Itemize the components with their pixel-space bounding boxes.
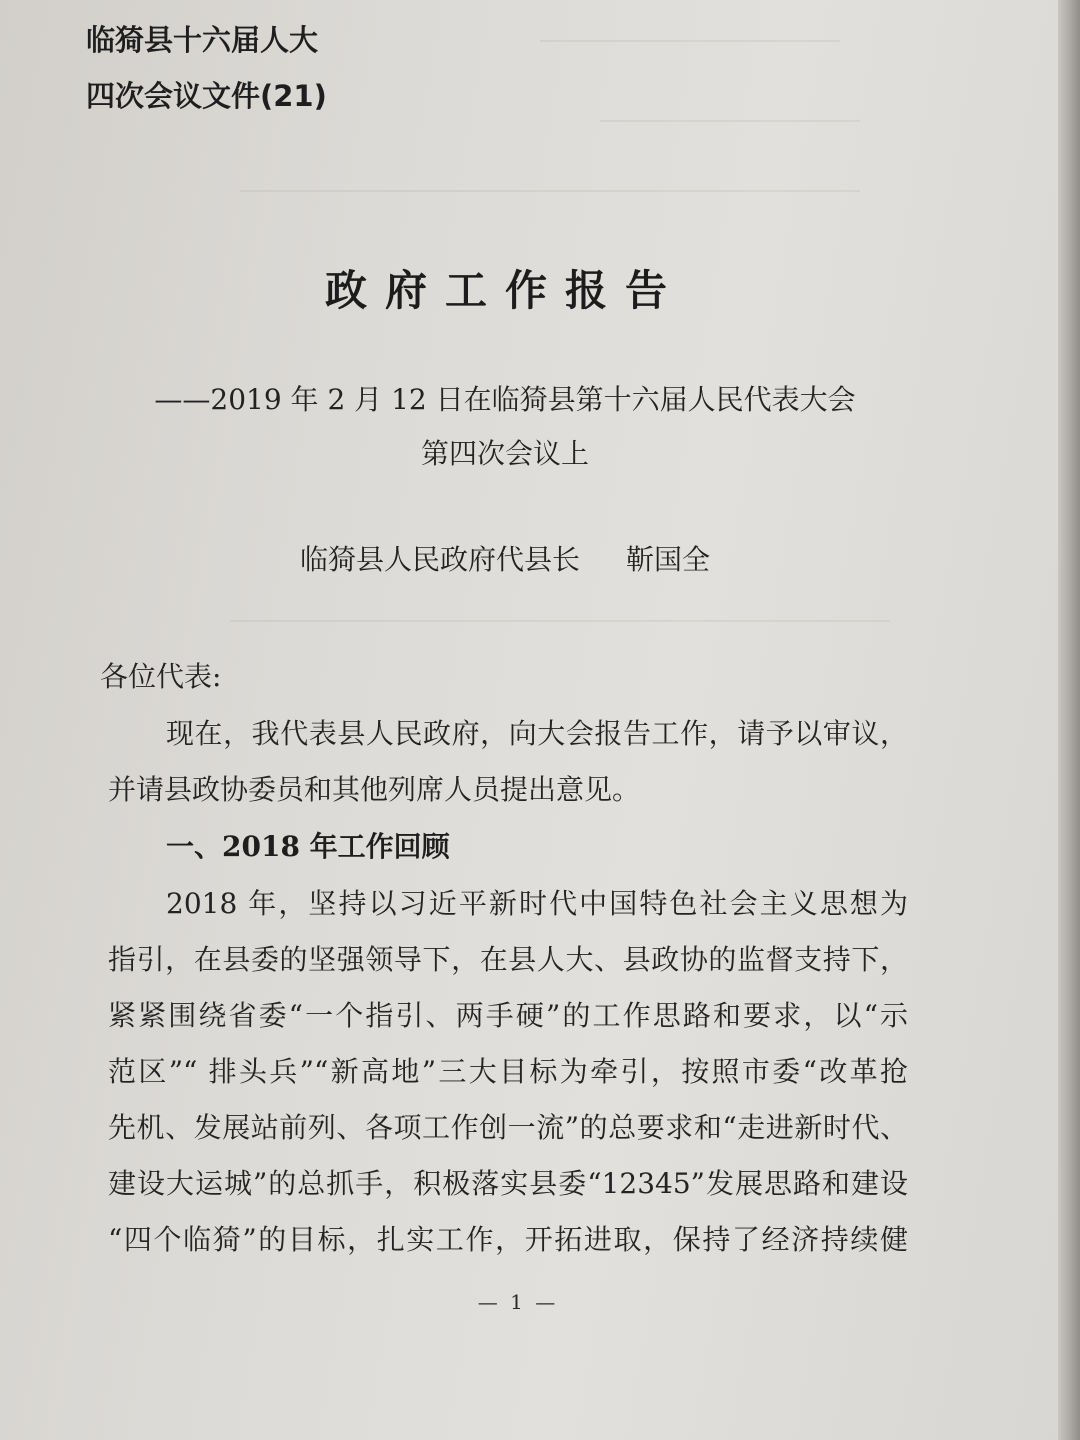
paragraph-line: 2018 年，坚持以习近平新时代中国特色社会主义思想为 [166, 887, 908, 920]
paragraph-line: “四个临猗”的目标，扎实工作，开拓进取，保持了经济持续健 [108, 1223, 908, 1256]
document-header-line2: 四次会议文件(21) [86, 79, 327, 113]
section-heading: 一、2018 年工作回顾 [166, 830, 450, 863]
paragraph-line: 范区”“ 排头兵”“新高地”三大目标为牵引，按照市委“改革抢 [108, 1055, 908, 1088]
author-position: 临猗县人民政府代县长 [299, 543, 580, 576]
subtitle-line2: 第四次会议上 [420, 437, 589, 470]
paragraph-line: 建设大运城”的总抓手，积极落实县委“12345”发展思路和建设 [108, 1167, 908, 1200]
paragraph-line: 先机、发展站前列、各项工作创一流”的总要求和“走进新时代、 [108, 1111, 908, 1144]
bleed-through-mark [230, 620, 890, 622]
bleed-through-mark [240, 190, 860, 192]
salutation: 各位代表: [100, 660, 222, 693]
document-header-line1: 临猗县十六届人大 [86, 23, 319, 57]
page-number: — 1 — [477, 1290, 559, 1314]
paragraph-line: 紧紧围绕省委“一个指引、两手硬”的工作思路和要求，以“示 [108, 999, 908, 1032]
subtitle-line1: ——2019 年 2 月 12 日在临猗县第十六届人民代表大会 [154, 383, 856, 416]
bleed-through-mark [540, 40, 840, 42]
intro-line1: 现在，我代表县人民政府，向大会报告工作，请予以审议， [166, 717, 908, 750]
page-edge-shadow [1058, 0, 1080, 1440]
author-line [0, 538, 1010, 578]
bleed-through-mark [600, 120, 860, 122]
report-title: 政府工作报告 [324, 266, 685, 315]
intro-line2: 并请县政协委员和其他列席人员提出意见。 [108, 773, 641, 806]
paragraph-line: 指引，在县委的坚强领导下，在县人大、县政协的监督支持下， [108, 943, 908, 976]
author-name: 靳国全 [626, 543, 711, 576]
